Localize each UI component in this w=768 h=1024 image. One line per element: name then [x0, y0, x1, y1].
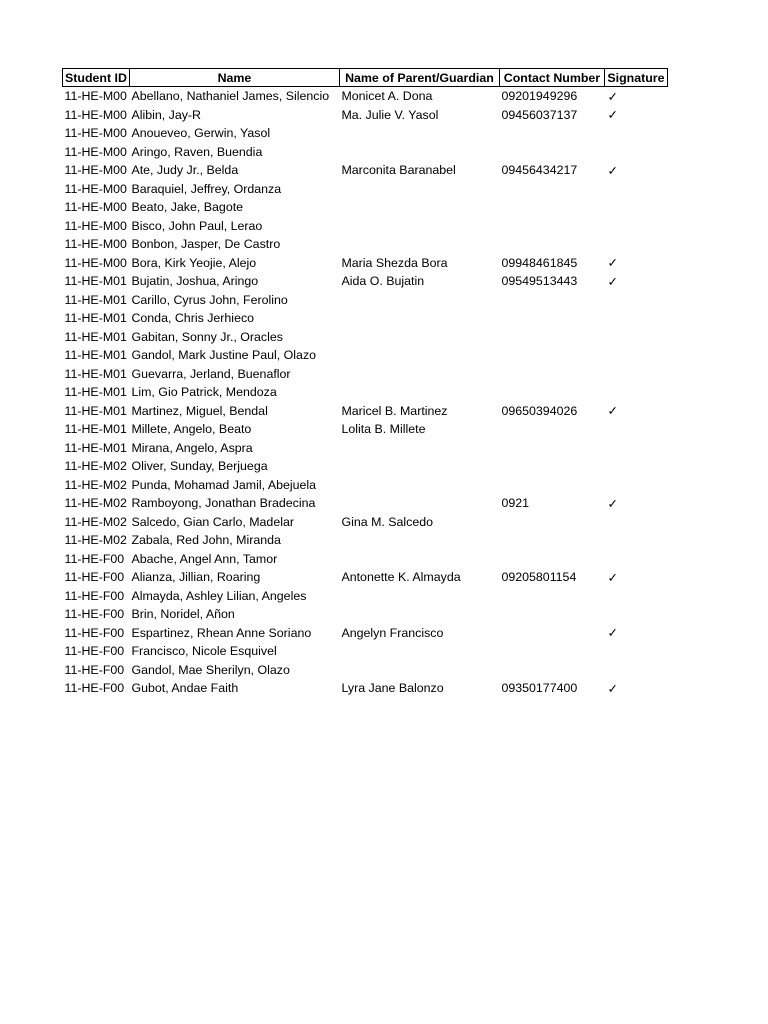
cell-student-id[interactable]: 11-HE-M02	[64, 477, 127, 492]
cell-student-id[interactable]: 11-HE-F00	[64, 644, 125, 659]
cell-parent-guardian[interactable]: Maricel B. Martinez	[341, 403, 448, 418]
cell-signature[interactable]	[604, 420, 667, 439]
cell-name[interactable]: Abache, Angel Ann, Tamor	[131, 551, 278, 566]
cell-signature[interactable]: ✓	[607, 404, 618, 419]
cell-name[interactable]: Oliver, Sunday, Berjuega	[131, 459, 268, 474]
table-row	[63, 420, 668, 439]
cell-name[interactable]: Abellano, Nathaniel James, Silencio	[131, 89, 330, 104]
cell-student-id[interactable]: 11-HE-M00	[64, 181, 127, 196]
cell-signature[interactable]	[604, 383, 667, 402]
cell-name[interactable]: Punda, Mohamad Jamil, Abejuela	[131, 477, 317, 492]
cell-student-id[interactable]: 11-HE-M00	[64, 163, 127, 178]
cell-student-id[interactable]: 11-HE-F00	[64, 625, 125, 640]
cell-signature[interactable]	[604, 642, 667, 661]
cell-name[interactable]: Ate, Judy Jr., Belda	[131, 163, 239, 178]
cell-student-id[interactable]: 11-HE-M01	[64, 329, 127, 344]
cell-name[interactable]: Gandol, Mark Justine Paul, Olazo	[131, 348, 317, 363]
header-signature: Signature	[604, 69, 667, 87]
table-row	[63, 605, 668, 624]
cell-signature[interactable]	[604, 531, 667, 550]
cell-parent-guardian[interactable]: Angelyn Francisco	[341, 625, 444, 640]
cell-name[interactable]: Millete, Angelo, Beato	[131, 422, 252, 437]
cell-name[interactable]: Bonbon, Jasper, De Castro	[131, 237, 281, 252]
table-body	[63, 87, 668, 698]
cell-name[interactable]: Bora, Kirk Yeojie, Alejo	[131, 255, 257, 270]
cell-signature[interactable]	[604, 180, 667, 199]
cell-student-id[interactable]: 11-HE-M00	[64, 107, 127, 122]
cell-student-id[interactable]: 11-HE-M01	[64, 422, 127, 437]
cell-parent-guardian[interactable]	[339, 531, 499, 550]
cell-name[interactable]: Guevarra, Jerland, Buenaflor	[131, 366, 291, 381]
table-row	[63, 531, 668, 550]
cell-student-id[interactable]: 11-HE-M01	[64, 385, 127, 400]
cell-contact-number[interactable]	[499, 291, 604, 310]
cell-signature[interactable]	[604, 365, 667, 384]
cell-contact-number[interactable]	[499, 383, 604, 402]
cell-contact-number[interactable]	[499, 605, 604, 624]
cell-signature[interactable]	[604, 439, 667, 458]
cell-parent-guardian[interactable]	[339, 661, 499, 680]
cell-parent-guardian[interactable]	[339, 383, 499, 402]
cell-contact-number[interactable]	[499, 365, 604, 384]
cell-contact-number[interactable]	[499, 420, 604, 439]
cell-contact-number[interactable]	[499, 587, 604, 606]
cell-parent-guardian[interactable]	[339, 365, 499, 384]
table-row	[63, 161, 668, 180]
cell-name[interactable]: Salcedo, Gian Carlo, Madelar	[131, 514, 294, 529]
header-parent-guardian: Name of Parent/Guardian	[339, 69, 499, 87]
cell-name[interactable]: Mirana, Angelo, Aspra	[131, 440, 253, 455]
cell-signature[interactable]	[604, 346, 667, 365]
cell-contact-number[interactable]: 09350177400	[501, 681, 578, 696]
table-row	[63, 87, 668, 106]
cell-name[interactable]: Beato, Jake, Bagote	[131, 200, 244, 215]
cell-parent-guardian[interactable]	[339, 346, 499, 365]
cell-name[interactable]: Conda, Chris Jerhieco	[131, 311, 255, 326]
cell-contact-number[interactable]: 09205801154	[501, 570, 577, 585]
table-row	[63, 272, 668, 291]
cell-signature[interactable]	[604, 328, 667, 347]
cell-signature[interactable]	[604, 587, 667, 606]
cell-signature[interactable]	[604, 291, 667, 310]
cell-name[interactable]: Alianza, Jillian, Roaring	[131, 570, 261, 585]
cell-signature[interactable]	[604, 124, 667, 143]
cell-contact-number[interactable]	[499, 124, 604, 143]
cell-parent-guardian[interactable]: Gina M. Salcedo	[341, 514, 434, 529]
cell-parent-guardian[interactable]	[339, 291, 499, 310]
table-row	[63, 328, 668, 347]
table-row	[63, 439, 668, 458]
cell-parent-guardian[interactable]	[339, 235, 499, 254]
cell-contact-number[interactable]	[499, 439, 604, 458]
table-row	[63, 494, 668, 513]
cell-signature[interactable]	[604, 198, 667, 217]
cell-name[interactable]: Espartinez, Rhean Anne Soriano	[131, 625, 312, 640]
cell-signature[interactable]: ✓	[607, 496, 618, 511]
cell-parent-guardian[interactable]	[339, 605, 499, 624]
table-row	[63, 254, 668, 273]
cell-name[interactable]: Zabala, Red John, Miranda	[131, 533, 281, 548]
cell-contact-number[interactable]	[499, 476, 604, 495]
cell-student-id[interactable]: 11-HE-M01	[64, 403, 127, 418]
cell-contact-number[interactable]	[499, 661, 604, 680]
table-row	[63, 346, 668, 365]
table-row	[63, 402, 668, 421]
cell-contact-number[interactable]: 09201949296	[501, 89, 578, 104]
cell-name[interactable]: Baraquiel, Jeffrey, Ordanza	[131, 181, 282, 196]
cell-parent-guardian[interactable]	[339, 439, 499, 458]
table-row	[63, 180, 668, 199]
cell-name[interactable]: Gabitan, Sonny Jr., Oracles	[131, 329, 283, 344]
cell-student-id[interactable]: 11-HE-M01	[64, 366, 127, 381]
spreadsheet-sheet	[62, 68, 668, 698]
cell-parent-guardian[interactable]: Marconita Baranabel	[341, 163, 456, 178]
cell-signature[interactable]: ✓	[607, 256, 618, 271]
cell-contact-number[interactable]	[499, 328, 604, 347]
cell-student-id[interactable]: 11-HE-M00	[64, 218, 127, 233]
cell-name[interactable]: Gubot, Andae Faith	[131, 681, 239, 696]
table-row	[63, 124, 668, 143]
cell-contact-number[interactable]	[499, 180, 604, 199]
table-row	[63, 642, 668, 661]
cell-name[interactable]: Alibin, Jay-R	[131, 107, 201, 122]
cell-signature[interactable]: ✓	[607, 163, 618, 178]
cell-parent-guardian[interactable]: Antonette K. Almayda	[341, 570, 461, 585]
cell-student-id[interactable]: 11-HE-M02	[64, 514, 127, 529]
table-row	[63, 587, 668, 606]
table-row	[63, 198, 668, 217]
table-row	[63, 513, 668, 532]
cell-name[interactable]: Lim, Gio Patrick, Mendoza	[131, 385, 277, 400]
table-row	[63, 365, 668, 384]
table-row	[63, 550, 668, 569]
cell-name[interactable]: Carillo, Cyrus John, Ferolino	[131, 292, 288, 307]
cell-student-id[interactable]: 11-HE-F00	[64, 588, 125, 603]
cell-signature[interactable]	[604, 217, 667, 236]
cell-signature[interactable]: ✓	[607, 108, 618, 123]
cell-signature[interactable]	[604, 605, 667, 624]
cell-parent-guardian[interactable]	[339, 180, 499, 199]
table-row	[63, 476, 668, 495]
cell-contact-number[interactable]	[499, 550, 604, 569]
cell-parent-guardian[interactable]	[339, 309, 499, 328]
cell-parent-guardian[interactable]	[339, 587, 499, 606]
cell-parent-guardian[interactable]: Maria Shezda Bora	[341, 255, 448, 270]
cell-contact-number[interactable]	[499, 198, 604, 217]
cell-contact-number[interactable]	[499, 642, 604, 661]
header-contact-number: Contact Number	[499, 69, 604, 87]
cell-contact-number[interactable]	[499, 531, 604, 550]
cell-name[interactable]: Bujatin, Joshua, Aringo	[131, 274, 259, 289]
cell-student-id[interactable]: 11-HE-M00	[64, 144, 127, 159]
cell-parent-guardian[interactable]	[339, 124, 499, 143]
cell-student-id[interactable]: 11-HE-M01	[64, 274, 127, 289]
cell-parent-guardian[interactable]	[339, 476, 499, 495]
header-row	[63, 69, 668, 87]
cell-contact-number[interactable]	[499, 143, 604, 162]
cell-signature[interactable]: ✓	[607, 274, 618, 289]
cell-student-id[interactable]: 11-HE-M00	[64, 89, 127, 104]
cell-student-id[interactable]: 11-HE-M01	[64, 348, 127, 363]
cell-signature[interactable]: ✓	[607, 89, 618, 104]
cell-parent-guardian[interactable]	[339, 198, 499, 217]
cell-signature[interactable]: ✓	[607, 570, 618, 585]
cell-contact-number[interactable]: 09456434217	[501, 163, 578, 178]
table-row	[63, 217, 668, 236]
cell-parent-guardian[interactable]: Ma. Julie V. Yasol	[341, 107, 439, 122]
cell-name[interactable]: Gandol, Mae Sherilyn, Olazo	[131, 662, 290, 677]
cell-signature[interactable]	[604, 457, 667, 476]
table-row	[63, 624, 668, 643]
cell-contact-number[interactable]	[499, 457, 604, 476]
table-row	[63, 568, 668, 587]
cell-contact-number[interactable]: 09650394026	[501, 403, 578, 418]
cell-student-id[interactable]: 11-HE-F00	[64, 570, 125, 585]
cell-name[interactable]: Ramboyong, Jonathan Bradecina	[131, 496, 316, 511]
table-row	[63, 383, 668, 402]
cell-contact-number[interactable]	[499, 346, 604, 365]
cell-name[interactable]: Martinez, Miguel, Bendal	[131, 403, 268, 418]
cell-parent-guardian[interactable]	[339, 143, 499, 162]
cell-contact-number[interactable]: 09948461845	[501, 255, 578, 270]
cell-parent-guardian[interactable]	[339, 217, 499, 236]
cell-parent-guardian[interactable]	[339, 550, 499, 569]
cell-student-id[interactable]: 11-HE-M02	[64, 496, 127, 511]
cell-contact-number[interactable]	[499, 513, 604, 532]
table-row	[63, 457, 668, 476]
cell-signature[interactable]	[604, 476, 667, 495]
cell-student-id[interactable]: 11-HE-M02	[64, 533, 127, 548]
cell-signature[interactable]	[604, 143, 667, 162]
cell-student-id[interactable]: 11-HE-M01	[64, 292, 127, 307]
student-contact-table	[62, 68, 668, 698]
table-row	[63, 291, 668, 310]
table-row	[63, 106, 668, 125]
table-row	[63, 235, 668, 254]
cell-name[interactable]: Francisco, Nicole Esquivel	[131, 644, 277, 659]
cell-parent-guardian[interactable]	[339, 457, 499, 476]
cell-student-id[interactable]: 11-HE-M00	[64, 200, 127, 215]
table-row	[63, 143, 668, 162]
header-name: Name	[129, 69, 339, 87]
cell-student-id[interactable]: 11-HE-M00	[64, 126, 127, 141]
cell-student-id[interactable]: 11-HE-M01	[64, 311, 127, 326]
cell-name[interactable]: Bisco, John Paul, Lerao	[131, 218, 263, 233]
cell-student-id[interactable]: 11-HE-F00	[64, 681, 125, 696]
table-row	[63, 661, 668, 680]
table-row	[63, 309, 668, 328]
cell-name[interactable]: Anoueveo, Gerwin, Yasol	[131, 126, 271, 141]
cell-parent-guardian[interactable]	[339, 642, 499, 661]
cell-contact-number[interactable]	[499, 624, 604, 643]
cell-parent-guardian[interactable]	[339, 494, 499, 513]
cell-contact-number[interactable]	[499, 235, 604, 254]
cell-signature[interactable]	[604, 661, 667, 680]
cell-name[interactable]: Almayda, Ashley Lilian, Angeles	[131, 588, 307, 603]
cell-contact-number[interactable]: 0921	[501, 496, 530, 511]
cell-contact-number[interactable]: 09456037137	[501, 107, 578, 122]
cell-student-id[interactable]: 11-HE-M00	[64, 255, 127, 270]
cell-signature[interactable]	[604, 235, 667, 254]
cell-contact-number[interactable]: 09549513443	[501, 274, 578, 289]
cell-student-id[interactable]: 11-HE-M02	[64, 459, 127, 474]
cell-signature[interactable]: ✓	[607, 681, 618, 696]
cell-name[interactable]: Brin, Noridel, Añon	[131, 607, 235, 622]
cell-parent-guardian[interactable]: Monicet A. Dona	[341, 89, 433, 104]
table-row	[63, 679, 668, 698]
cell-parent-guardian[interactable]	[339, 328, 499, 347]
cell-parent-guardian[interactable]: Aida O. Bujatin	[341, 274, 425, 289]
cell-student-id[interactable]: 11-HE-M01	[64, 440, 127, 455]
cell-contact-number[interactable]	[499, 217, 604, 236]
cell-student-id[interactable]: 11-HE-F00	[64, 551, 125, 566]
cell-signature[interactable]	[604, 309, 667, 328]
cell-signature[interactable]: ✓	[607, 626, 618, 641]
cell-student-id[interactable]: 11-HE-M00	[64, 237, 127, 252]
cell-signature[interactable]	[604, 513, 667, 532]
cell-parent-guardian[interactable]: Lolita B. Millete	[341, 422, 426, 437]
cell-contact-number[interactable]	[499, 309, 604, 328]
header-student-id: Student ID	[63, 69, 130, 87]
cell-parent-guardian[interactable]: Lyra Jane Balonzo	[341, 681, 444, 696]
cell-name[interactable]: Aringo, Raven, Buendia	[131, 144, 263, 159]
cell-student-id[interactable]: 11-HE-F00	[64, 607, 125, 622]
cell-signature[interactable]	[604, 550, 667, 569]
cell-student-id[interactable]: 11-HE-F00	[64, 662, 125, 677]
